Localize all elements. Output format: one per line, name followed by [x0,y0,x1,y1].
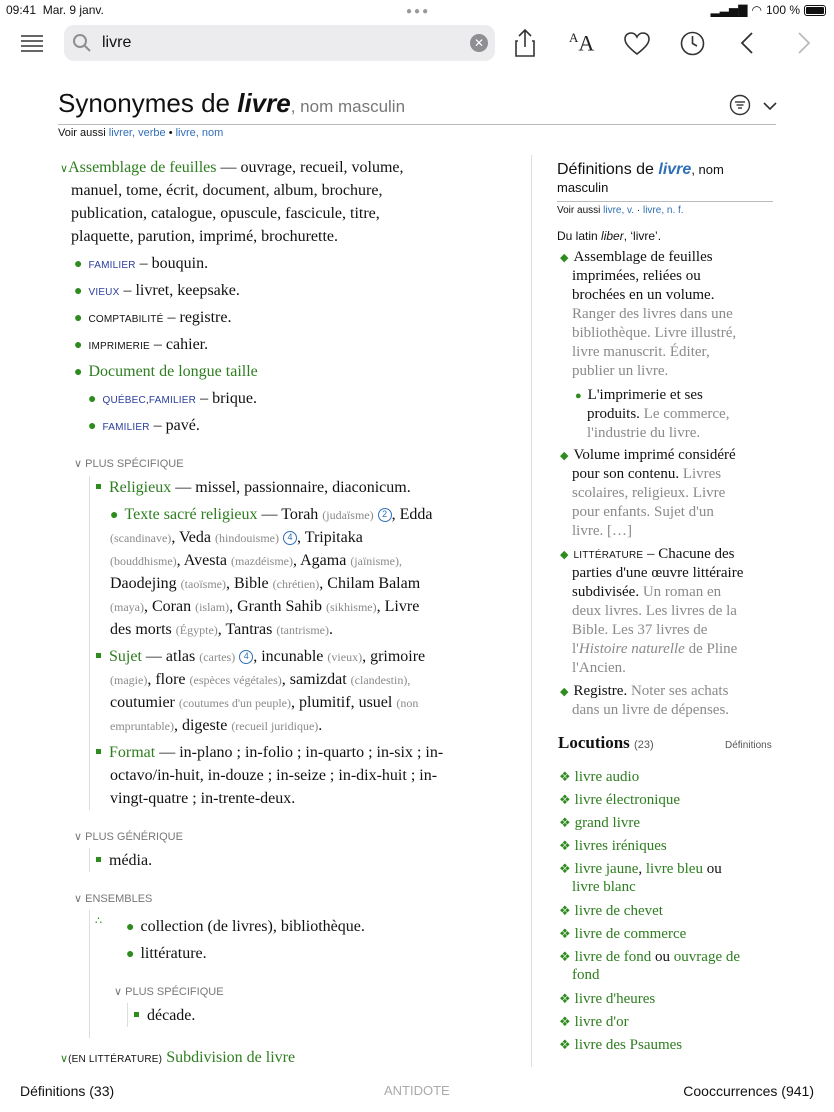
locution-item[interactable]: ❖ livre jaune, livre bleu ou [559,861,722,877]
section-plus-generique[interactable]: ∨ PLUS GÉNÉRIQUE [74,831,183,843]
text-size-icon[interactable]: $^A$A [569,30,595,56]
signal-icon: ▂▃▅▇ [710,3,748,17]
definition-1-text: brochées en un volume. [572,287,715,303]
example-text: pour enfants. Sujet d'un [572,504,714,520]
back-icon[interactable] [740,32,754,59]
list-item-cont: (bouddhisme), Avesta (mazdéisme), Agama (jaïnisme), [110,552,402,569]
definition-1a-text: produits. Le commerce, [587,406,730,422]
definition-3: ◆ LITTÉRATURE – Chacune des [560,546,735,562]
example-text: livre. […] [572,523,632,539]
sense-label[interactable]: Format [109,744,156,761]
list-item: ● Document de longue taille [74,360,258,384]
page-title: Synonymes de livre, nom masculin [58,88,406,118]
example-text: scolaires, religieux. Livre [572,485,726,501]
tree-line [89,476,90,810]
chevron-down-icon[interactable]: ∨ [60,1053,69,1065]
link-livre-v[interactable]: livre, v. [603,205,635,216]
definition-1a: ● L'imprimerie et ses [575,387,703,403]
locution-item[interactable]: ❖ livre de fond ou ouvrage de [559,949,741,965]
sense-label[interactable]: Document de longue taille [88,363,258,380]
sense-1-line3: publication, catalogue, opuscule, fascicule, titre, [71,205,380,222]
list-item: ● Texte sacré religieux — Torah (judaïsme) 2 , Edda [110,506,433,523]
link-livre-nom[interactable]: livre, nom [175,127,224,139]
list-item: Sujet — atlas (cartes) 4 , incunable (vieux), grimoire [96,645,425,669]
wifi-icon: ◠ [751,3,762,17]
tab-definitions[interactable]: Définitions (33) [20,1083,115,1099]
search-input[interactable]: livre [102,34,132,51]
list-item: décade. [134,1004,195,1027]
list-item-cont: (magie), flore (espèces végétales), samizdat (clandestin), [110,671,411,688]
sense-1-line2: manuel, tome, écrit, document, album, brochure, [71,182,383,199]
sense-2: ∨(EN LITTÉRATURE) Subdivision de livre [60,1049,296,1066]
section-ensembles[interactable]: ∨ ENSEMBLES [74,893,153,905]
definition-4: ◆ Registre. Noter ses achats [560,683,729,699]
antidote-label[interactable]: ANTIDOTE [384,1083,450,1098]
locution-item[interactable]: ❖ livre de chevet [559,903,663,919]
locutions-definitions-link[interactable]: Définitions [725,740,772,751]
more-link[interactable]: […] [603,523,632,539]
locution-item[interactable]: ❖ livre audio [559,769,640,785]
example-text: Bible. Les 37 livres de [572,622,708,638]
list-item: ● littérature. [126,945,207,962]
definition-1-text: imprimées, reliées ou [572,268,701,284]
example-text: l'Ancien. [572,660,626,676]
list-item: ● IMPRIMERIE – cahier. [74,336,209,353]
list-item: ● FAMILIER – pavé. [88,417,200,434]
locution-item-cont[interactable]: livre blanc [572,879,636,895]
sense-1-line4: plaquette, parution, imprimé, brochurette. [71,228,339,245]
list-item: ● QUÉBEC , FAMILIER – brique. [88,390,257,407]
list-item-cont: octavo/in-huit, in-douze ; in-seize ; in-dix-huit ; in- [110,767,438,784]
forward-icon[interactable] [797,32,811,59]
tree-line [127,1003,128,1027]
list-item-cont: vingt-quatre ; in-trente-deux. [110,790,296,807]
example-text: livre manuscrit. Éditer, [572,344,710,360]
count-badge[interactable]: 4 [239,650,253,664]
list-item-cont: (scandinave), Veda (hindouisme) 4 , Tripitaka [110,529,363,546]
multitask-dots-icon[interactable]: ●●● [406,6,431,17]
definition-2-text: pour son contenu. Livres [572,466,722,482]
locution-item[interactable]: ❖ grand livre [559,815,641,831]
sense-label[interactable]: Religieux [109,479,172,496]
locution-item[interactable]: ❖ livre électronique [559,792,681,808]
list-item-cont: (maya), Coran (islam), Granth Sahib (sikhisme), Livre [110,598,420,615]
locution-item[interactable]: ❖ livres iréniques [559,838,667,854]
list-item: ● VIEUX – livret, keepsake. [74,282,240,299]
definition-3-text: parties d'une œuvre littéraire [572,565,744,581]
example-text: l'industrie du livre. [587,425,701,441]
list-item: média. [96,849,152,872]
battery-icon [804,5,826,16]
chevron-down-icon: ∨ [74,831,83,843]
list-item: Format — in-plano ; in-folio ; in-quarto ; in-six ; in- [96,741,443,764]
list-item-cont: Daodejing (taoïsme), Bible (chrétien), Chilam Balam [110,575,421,592]
list-item: ● collection (de livres), bibliothèque. [126,918,365,935]
link-livrer-verbe[interactable]: livrer, verbe [108,127,166,139]
see-also: Voir aussi livrer, verbe • livre, nom [58,127,224,139]
locution-item[interactable]: ❖ livre d'or [559,1014,629,1030]
clock-icon[interactable] [680,31,705,61]
definitions-panel [532,150,834,1067]
example-text: Ranger des livres dans une [572,306,733,322]
tree-line [89,848,90,872]
definitions-title[interactable]: Définitions de livre, nom [557,161,724,178]
list-item: ● FAMILIER – bouquin. [74,255,209,272]
filter-icon[interactable] [729,94,751,121]
sense-label[interactable]: Assemblage de feuilles [68,159,217,176]
example-text: publier un livre. [572,363,669,379]
definition-2: ◆ Volume imprimé considéré [560,447,736,463]
list-item: Religieux — missel, passionnaire, diaconicum. [96,476,411,499]
list-item: ● COMPTABILITÉ – registre. [74,309,232,326]
chevron-down-icon: ∨ [114,986,123,998]
count-badge[interactable]: 4 [283,531,297,545]
example-text: deux livres. Les livres de la [572,603,737,619]
locution-item[interactable]: ❖ livre de commerce [559,926,687,942]
sense-label[interactable]: Subdivision de livre [166,1049,296,1066]
definition-1: ◆ Assemblage de feuilles [560,249,713,265]
group-icon: ∴ [95,915,102,927]
tree-line [89,910,90,1038]
chevron-down-icon[interactable] [763,98,777,116]
clear-icon[interactable]: ✕ [470,34,488,52]
status-indicators [711,3,826,17]
section-plus-specifique[interactable]: ∨ PLUS SPÉCIFIQUE [74,458,184,470]
chevron-down-icon: ∨ [74,458,83,470]
bottom-bar [0,1068,834,1112]
locutions-heading: Locutions (23) [558,733,654,752]
count-badge[interactable]: 2 [378,508,392,522]
heart-icon[interactable] [624,32,650,61]
tab-cooccurrences[interactable]: Cooccurrences (941) [683,1083,814,1099]
sense-label[interactable]: Texte sacré religieux [124,506,258,523]
definition-3-text: subdivisée. Un roman en [572,584,722,600]
list-item-cont: empruntable), digeste (recueil juridique). [110,717,323,734]
sense-label[interactable]: Sujet [109,648,142,665]
sense-1: ∨Assemblage de feuilles — ouvrage, recueil, volume, [60,159,404,176]
list-item-cont: des morts (Égypte), Tantras (tantrisme). [110,621,333,638]
example-text: bibliothèque. Livre illustré, [572,325,737,341]
etymology: Du latin liber, ‘livre’. [557,229,662,243]
example-text: dans un livre de dépenses. [572,702,730,718]
section-plus-specifique-2[interactable]: ∨ PLUS SPÉCIFIQUE [114,986,224,998]
chevron-down-icon: ∨ [74,893,83,905]
definitions-divider [557,201,773,202]
locution-item[interactable]: ❖ livre des Psaumes [559,1037,683,1053]
definitions-title-line2: masculin [557,180,609,195]
definitions-see-also: Voir aussi livre, v. · livre, n. f. [557,205,684,216]
link-livre-nf[interactable]: livre, n. f. [642,205,684,216]
list-item-cont: coutumier (coutumes d'un peuple), plumitif, usuel (non [110,694,419,711]
locution-item[interactable]: ❖ livre d'heures [559,991,656,1007]
chevron-down-icon[interactable]: ∨ [60,163,69,175]
example-text: l'Histoire naturelle de Pline [572,641,738,657]
battery-percent: 100 % [765,3,800,17]
status-time: 09:41 Mar. 9 janv. [6,3,104,17]
locution-item-cont[interactable]: fond [572,967,600,983]
